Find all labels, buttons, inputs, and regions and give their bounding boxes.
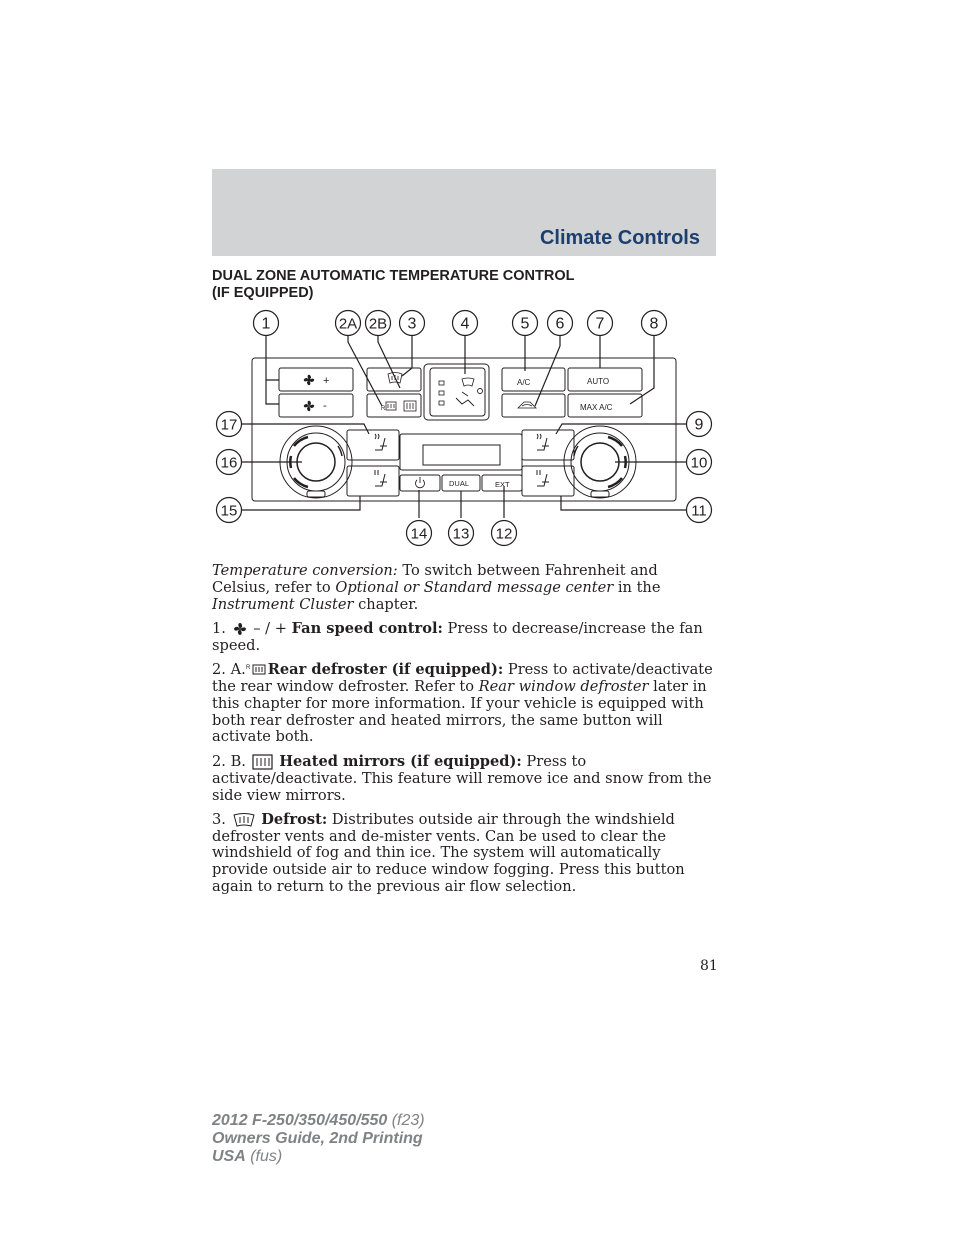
item-2a-paragraph (212, 662, 717, 746)
rear-defrost-icon (246, 662, 268, 678)
item-3-text: Distributes outside air through the windshield defroster vents and de-mister vents. Can be used to clear the windshield of fog and thin ice. The system will automatically provide outside air to reduce window fogging. Press this button again to return to the previous air flow selection. (212, 810, 685, 895)
ac-button[interactable] (502, 368, 565, 391)
left-cooled-seat-button[interactable] (347, 466, 399, 496)
section-title-line1: DUAL ZONE AUTOMATIC TEMPERATURE CONTROL (212, 268, 575, 284)
item-2a-text2: later in this chapter for more information. If your vehicle is equipped with both rear defroster and heated mirrors, the same button will activate both. (212, 677, 707, 746)
fan-icon (304, 375, 314, 385)
callout-label-15: 15 (220, 502, 238, 520)
item-2b-number: 2. B. (212, 753, 246, 771)
recirculation-icon (518, 402, 536, 408)
rear-window-defroster-reference: Rear window defroster (478, 677, 649, 695)
callout-label-7: 7 (595, 315, 605, 333)
fan-plus-button[interactable] (279, 368, 353, 391)
heated-seat-icon (375, 434, 387, 450)
temp-conversion-text3: chapter. (353, 595, 419, 613)
callout-label-5: 5 (520, 315, 530, 333)
header-band (212, 169, 716, 256)
ac-label: A/C (517, 378, 531, 387)
item-2a-text1: Press to activate/deactivate the rear window defroster. Refer to (212, 661, 713, 695)
callout-label-1: 1 (261, 315, 271, 333)
callout-label-17: 17 (220, 416, 238, 434)
display-screen (423, 445, 500, 465)
temp-conversion-text2: in the (613, 578, 661, 596)
cooled-seat-icon (375, 470, 387, 486)
heated-mirror-icon (404, 401, 416, 411)
chapter-title: Climate Controls (539, 227, 700, 249)
item-2a-label: Rear defroster (if equipped): (267, 661, 504, 679)
callout-label-11: 11 (691, 502, 707, 520)
callout-label-14: 14 (410, 525, 428, 543)
fan-minus-button[interactable] (279, 394, 353, 417)
callout-label-4: 4 (460, 315, 470, 333)
footer-line2: Owners Guide, 2nd Printing (212, 1130, 423, 1147)
callout-label-2b: 2B (368, 315, 388, 333)
temp-conversion-label: Temperature conversion: (212, 562, 398, 579)
temperature-conversion-paragraph (212, 563, 717, 613)
heated-seat-icon (537, 434, 549, 450)
item-1-label: Fan speed control: (291, 620, 443, 638)
rear-defrost-icon (386, 402, 396, 410)
item-2b-text: Press to activate/deactivate. This feature will remove ice and snow from the side view mirrors. (212, 753, 712, 804)
fan-minus-label: - (323, 400, 327, 412)
defrost-icon (231, 812, 257, 828)
item-1-symbols: – / + (248, 620, 292, 638)
left-heated-seat-button[interactable] (347, 430, 399, 460)
svg-text:R: R (245, 665, 251, 672)
section-title (212, 268, 716, 302)
airflow-person-icon (456, 389, 483, 407)
auto-label: AUTO (587, 377, 610, 386)
item-1-number: 1. (212, 620, 226, 638)
footer-market-code: (fus) (245, 1148, 283, 1165)
air-distribution-panel (424, 364, 489, 420)
callout-label-3: 3 (407, 315, 417, 333)
rear-r-label: R (381, 406, 386, 412)
item-3-label: Defrost: (261, 810, 328, 828)
item-2b-paragraph (212, 753, 717, 805)
item-2a-number: 2. A. (212, 661, 246, 679)
instrument-cluster-reference: Instrument Cluster (212, 595, 354, 613)
body-text (212, 563, 717, 903)
item-1-text: Press to decrease/increase the fan speed. (212, 620, 703, 655)
callout-label-8: 8 (649, 315, 659, 333)
footer-model: 2012 F-250/350/450/550 (212, 1112, 388, 1129)
callout-label-12: 12 (495, 525, 513, 543)
dual-label: DUAL (449, 479, 470, 488)
power-icon (416, 477, 425, 488)
defrost-icon (462, 378, 474, 386)
right-heated-seat-button[interactable] (522, 430, 574, 460)
message-center-reference: Optional or Standard message center (335, 578, 614, 596)
temp-conversion-text1: To switch between Fahrenheit and Celsius, refer to (212, 562, 658, 596)
right-cooled-seat-button[interactable] (522, 466, 574, 496)
callout-label-13: 13 (452, 525, 470, 543)
fan-plus-label: + (323, 375, 330, 387)
page-number: 81 (700, 958, 718, 974)
callout-label-2a: 2A (338, 315, 358, 333)
callout-label-9: 9 (694, 416, 704, 434)
footer-model-code: (f23) (387, 1112, 425, 1129)
ext-label: EXT (495, 480, 510, 489)
footer-line3 (212, 1148, 425, 1166)
cooled-seat-icon (537, 470, 549, 486)
fan-icon (304, 401, 314, 411)
item-3-paragraph (212, 812, 717, 896)
section-title-line2: (IF EQUIPPED) (212, 285, 314, 301)
defrost-button[interactable] (367, 368, 421, 391)
climate-control-diagram (212, 306, 716, 552)
callout-label-6: 6 (555, 315, 565, 333)
item-3-number: 3. (212, 810, 226, 828)
item-2b-label: Heated mirrors (if equipped): (279, 753, 522, 771)
heated-mirror-icon (251, 753, 275, 771)
footer-line1 (212, 1112, 425, 1130)
callout-label-16: 16 (220, 454, 238, 472)
fan-icon (231, 620, 249, 638)
footer (212, 1112, 425, 1166)
callout-label-10: 10 (690, 454, 708, 472)
max-ac-label: MAX A/C (580, 403, 613, 412)
footer-market: USA (212, 1148, 246, 1165)
item-1-paragraph (212, 620, 717, 655)
